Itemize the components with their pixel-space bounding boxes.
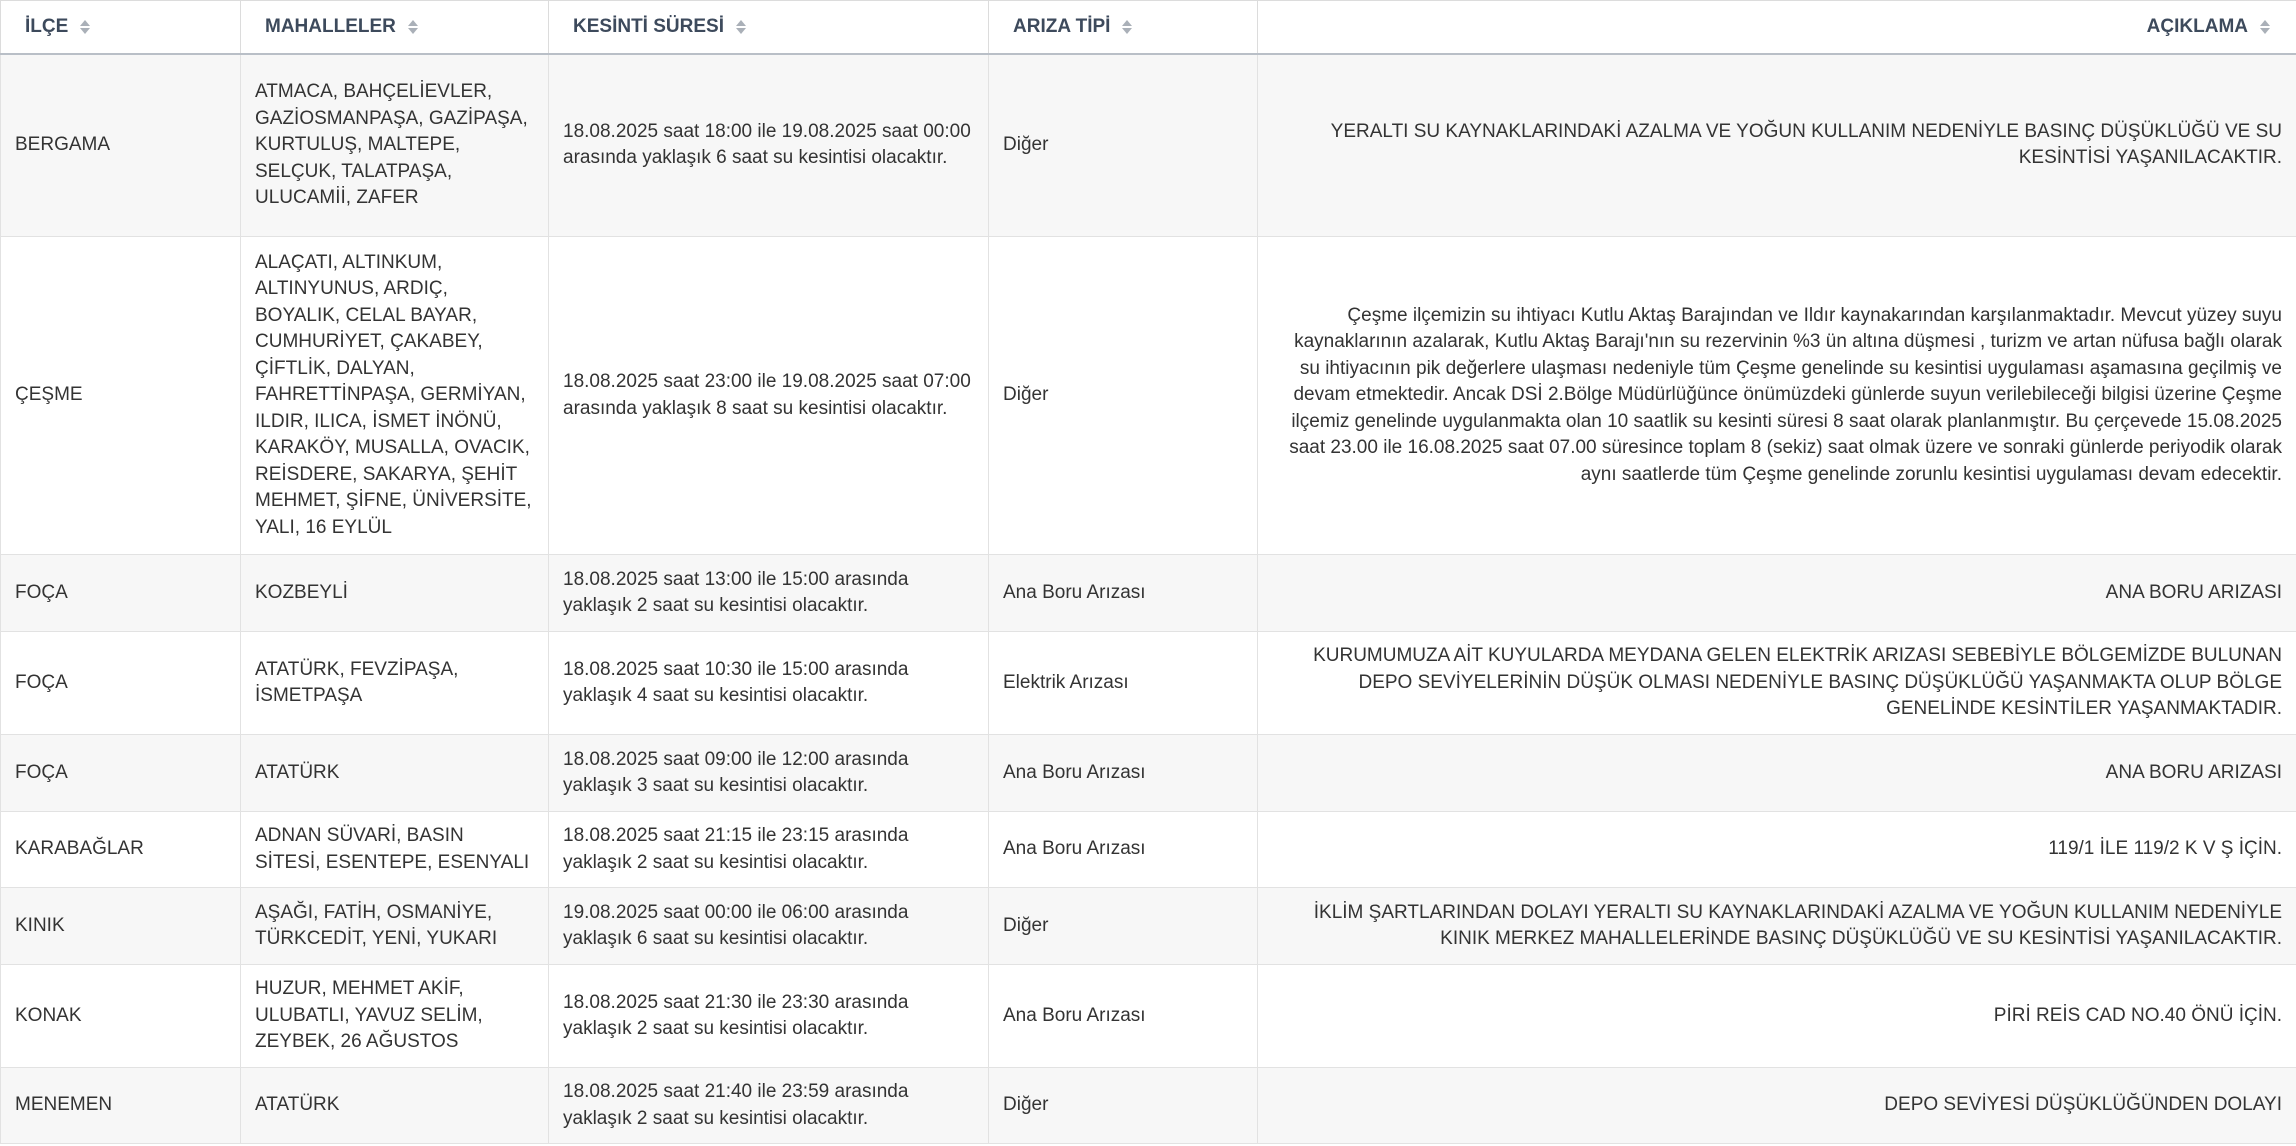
cell-kesinti-suresi: 18.08.2025 saat 21:40 ile 23:59 arasında yaklaşık 2 saat su kesintisi olacaktır. [549, 1068, 989, 1144]
table-header [1, 1, 2296, 54]
cell-ilce: MENEMEN [1, 1068, 241, 1144]
column-header-label: ARIZA TİPİ [1013, 15, 1111, 37]
cell-mahalleler: ATATÜRK [241, 735, 549, 812]
column-header-label: AÇIKLAMA [2146, 15, 2248, 37]
cell-ariza-tipi: Diğer [989, 54, 1258, 237]
cell-mahalleler: HUZUR, MEHMET AKİF, ULUBATLI, YAVUZ SELİM, ZEYBEK, 26 AĞUSTOS [241, 965, 549, 1068]
cell-aciklama: Çeşme ilçemizin su ihtiyacı Kutlu Aktaş Barajından ve Ildır kaynakarından karşılanmaktadır. Mevcut yüzey suyu kaynaklarının azalarak, Kutlu Aktaş Barajı'nın su rezervinin %3 ün altına düşmesi , turizm ve artan nüfusa bağlı olarak su ihtiyacının pik değerlere ulaşması nedeniyle tüm Çeşme genelinde su kesintisi uygulaması aşamasına geçilmiş ve devam etmektedir. Ancak DSİ 2.Bölge Müdürlüğünce önümüzdeki günlerde suyun verilebileceği bilgisi üzerine Çeşme ilçemiz genelinde uygulanmakta olan 10 saatlik su kesinti süresi 8 saat olarak planlanmıştır. Bu çerçevede 15.08.2025 saat 23.00 ile 16.08.2025 saat 07.00 süresince toplam 8 (sekiz) saat olmak üzere ve sonraki günlerde periyodik olarak aynı saatlerde tüm Çeşme genelinde zorunlu kesintisi uygulaması devam edecektir. [1258, 237, 2296, 555]
cell-mahalleler: ATATÜRK, FEVZİPAŞA, İSMETPAŞA [241, 632, 549, 735]
sort-icon[interactable] [80, 19, 90, 35]
cell-kesinti-suresi: 18.08.2025 saat 23:00 ile 19.08.2025 saat 07:00 arasında yaklaşık 8 saat su kesintisi olacaktır. [549, 237, 989, 555]
cell-kesinti-suresi: 18.08.2025 saat 13:00 ile 15:00 arasında yaklaşık 2 saat su kesintisi olacaktır. [549, 555, 989, 632]
cell-mahalleler: ATMACA, BAHÇELİEVLER, GAZİOSMANPAŞA, GAZİPAŞA, KURTULUŞ, MALTEPE, SELÇUK, TALATPAŞA, ULUCAMİİ, ZAFER [241, 54, 549, 237]
sort-icon[interactable] [1122, 19, 1132, 35]
cell-aciklama: ANA BORU ARIZASI [1258, 555, 2296, 632]
cell-ariza-tipi: Ana Boru Arızası [989, 965, 1258, 1068]
cell-mahalleler: AŞAĞI, FATİH, OSMANİYE, TÜRKCEDİT, YENİ, YUKARI [241, 888, 549, 965]
column-header-label: İLÇE [25, 15, 69, 37]
cell-ilce: KONAK [1, 965, 241, 1068]
cell-aciklama: 119/1 İLE 119/2 K V Ş İÇİN. [1258, 812, 2296, 888]
table-row [1, 632, 2296, 735]
table-row [1, 812, 2296, 888]
header-row [1, 1, 2296, 54]
cell-ariza-tipi: Diğer [989, 888, 1258, 965]
table-row [1, 1068, 2296, 1144]
column-header-mahalleler[interactable] [241, 1, 549, 54]
cell-ariza-tipi: Diğer [989, 1068, 1258, 1144]
cell-ariza-tipi: Ana Boru Arızası [989, 812, 1258, 888]
cell-ilce: FOÇA [1, 555, 241, 632]
table-row [1, 888, 2296, 965]
cell-aciklama: ANA BORU ARIZASI [1258, 735, 2296, 812]
column-header-label: KESİNTİ SÜRESİ [573, 15, 724, 37]
cell-aciklama: İKLİM ŞARTLARINDAN DOLAYI YERALTI SU KAYNAKLARINDAKİ AZALMA VE YOĞUN KULLANIM NEDENİYLE KINIK MERKEZ MAHALLELERİNDE BASINÇ DÜŞÜKLÜĞÜ VE SU KESİNTİSİ YAŞANILACAKTIR. [1258, 888, 2296, 965]
cell-kesinti-suresi: 18.08.2025 saat 10:30 ile 15:00 arasında yaklaşık 4 saat su kesintisi olacaktır. [549, 632, 989, 735]
cell-mahalleler: ATATÜRK [241, 1068, 549, 1144]
cell-ilce: FOÇA [1, 632, 241, 735]
column-header-kesinti-suresi[interactable] [549, 1, 989, 54]
column-header-ilce[interactable] [1, 1, 241, 54]
cell-ariza-tipi: Ana Boru Arızası [989, 555, 1258, 632]
table-row [1, 54, 2296, 237]
cell-ariza-tipi: Ana Boru Arızası [989, 735, 1258, 812]
cell-mahalleler: ALAÇATI, ALTINKUM, ALTINYUNUS, ARDIÇ, BOYALIK, CELAL BAYAR, CUMHURİYET, ÇAKABEY, ÇİFTLİK, DALYAN, FAHRETTİNPAŞA, GERMİYAN, ILDIR, ILICA, İSMET İNÖNÜ, KARAKÖY, MUSALLA, OVACIK, REİSDERE, SAKARYA, ŞEHİT MEHMET, ŞİFNE, ÜNİVERSİTE, YALI, 16 EYLÜL [241, 237, 549, 555]
table-row [1, 735, 2296, 812]
cell-kesinti-suresi: 18.08.2025 saat 21:15 ile 23:15 arasında yaklaşık 2 saat su kesintisi olacaktır. [549, 812, 989, 888]
cell-ilce: BERGAMA [1, 54, 241, 237]
cell-ariza-tipi: Elektrik Arızası [989, 632, 1258, 735]
table-body [1, 54, 2296, 1144]
table-row [1, 555, 2296, 632]
cell-aciklama: PİRİ REİS CAD NO.40 ÖNÜ İÇİN. [1258, 965, 2296, 1068]
cell-kesinti-suresi: 18.08.2025 saat 21:30 ile 23:30 arasında yaklaşık 2 saat su kesintisi olacaktır. [549, 965, 989, 1068]
cell-ilce: FOÇA [1, 735, 241, 812]
column-header-ariza-tipi[interactable] [989, 1, 1258, 54]
table-row [1, 237, 2296, 555]
cell-ilce: KARABAĞLAR [1, 812, 241, 888]
column-header-aciklama[interactable] [1258, 1, 2296, 54]
sort-icon[interactable] [736, 19, 746, 35]
table-row [1, 965, 2296, 1068]
cell-aciklama: KURUMUMUZA AİT KUYULARDA MEYDANA GELEN ELEKTRİK ARIZASI SEBEBİYLE BÖLGEMİZDE BULUNAN DEPO SEVİYELERİNİN DÜŞÜK OLMASI NEDENİYLE BASINÇ DÜŞÜKLÜĞÜ YAŞANMAKTA OLUP BÖLGE GENELİNDE KESİNTİLER YAŞANMAKTADIR. [1258, 632, 2296, 735]
column-header-label: MAHALLELER [265, 15, 396, 37]
cell-kesinti-suresi: 18.08.2025 saat 09:00 ile 12:00 arasında yaklaşık 3 saat su kesintisi olacaktır. [549, 735, 989, 812]
cell-ilce: ÇEŞME [1, 237, 241, 555]
cell-ilce: KINIK [1, 888, 241, 965]
sort-icon[interactable] [2260, 19, 2270, 35]
sort-icon[interactable] [408, 19, 418, 35]
cell-ariza-tipi: Diğer [989, 237, 1258, 555]
cell-mahalleler: KOZBEYLİ [241, 555, 549, 632]
cell-aciklama: DEPO SEVİYESİ DÜŞÜKLÜĞÜNDEN DOLAYI [1258, 1068, 2296, 1144]
cell-kesinti-suresi: 19.08.2025 saat 00:00 ile 06:00 arasında yaklaşık 6 saat su kesintisi olacaktır. [549, 888, 989, 965]
cell-mahalleler: ADNAN SÜVARİ, BASIN SİTESİ, ESENTEPE, ESENYALI [241, 812, 549, 888]
cell-kesinti-suresi: 18.08.2025 saat 18:00 ile 19.08.2025 saat 00:00 arasında yaklaşık 6 saat su kesintisi olacaktır. [549, 54, 989, 237]
cell-aciklama: YERALTI SU KAYNAKLARINDAKİ AZALMA VE YOĞUN KULLANIM NEDENİYLE BASINÇ DÜŞÜKLÜĞÜ VE SU KESİNTİSİ YAŞANILACAKTIR. [1258, 54, 2296, 237]
